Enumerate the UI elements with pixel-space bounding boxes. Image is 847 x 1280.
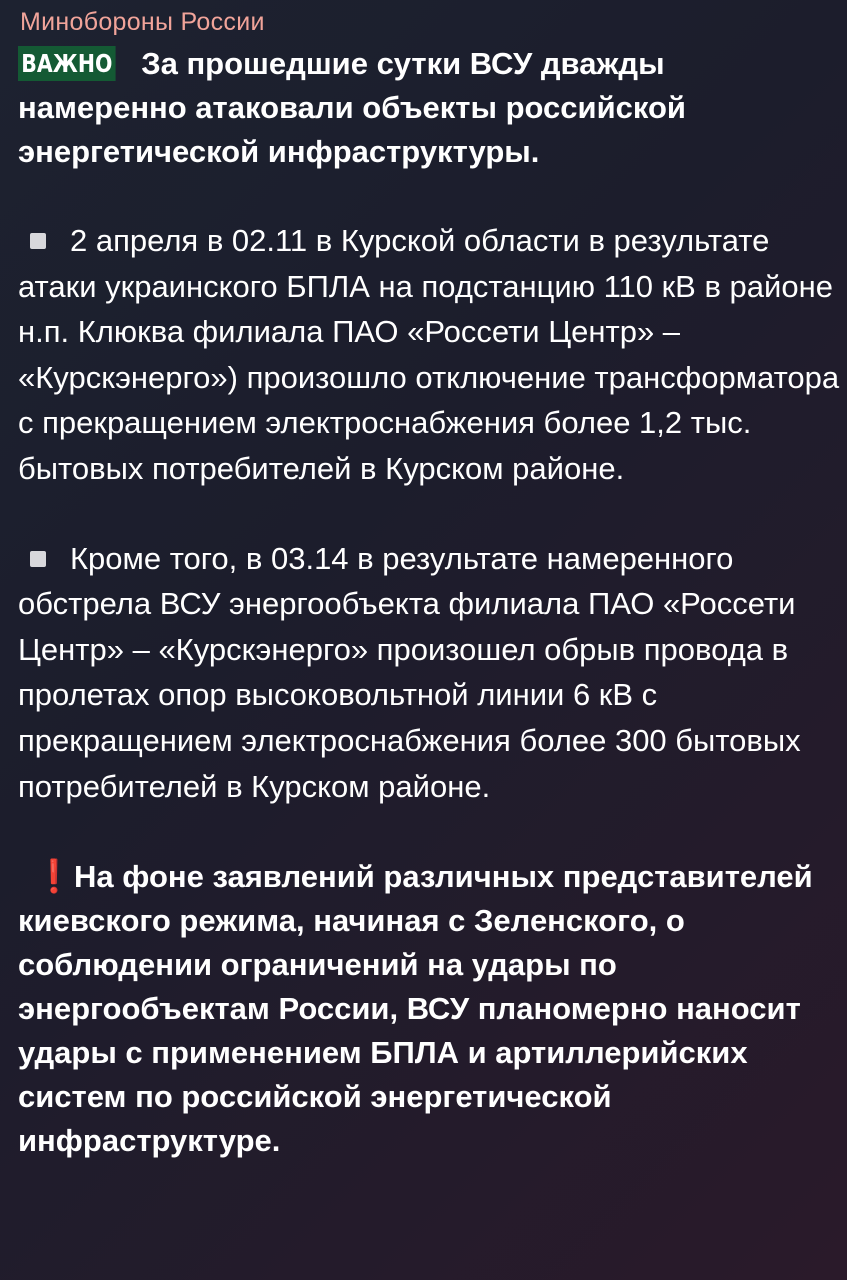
white-square-icon xyxy=(30,233,46,249)
message-paragraph-1 xyxy=(18,218,846,492)
sender-name[interactable]: Минобороны России xyxy=(20,8,265,36)
message-paragraph-3 xyxy=(18,854,846,1163)
paragraph-2-text: Кроме того, в 03.14 в результате намеренного обстрела ВСУ энергообъекта филиала ПАО «Россети Центр» – «Курскэнерго» произошел обрыв провода в пролетах опор высоковольтной линии 6 кВ с прекращением электроснабжения более 300 бытовых потребителей в Курском районе. xyxy=(18,540,801,804)
red-exclamation-icon: ❗ xyxy=(34,858,74,895)
headline-text: За прошедшие сутки ВСУ дважды намеренно атаковали объекты российской энергетической инфраструктуры. xyxy=(18,46,686,169)
white-square-icon xyxy=(30,551,46,567)
important-badge: ВАЖНО xyxy=(18,46,116,81)
paragraph-1-text: 2 апреля в 02.11 в Курской области в результате атаки украинского БПЛА на подстанцию 110 кВ в районе н.п. Клюква филиала ПАО «Россети Центр» – «Курскэнерго») произошло отключение трансформатора с прекращением электроснабжения более 1,2 тыс. бытовых потребителей в Курском районе. xyxy=(18,223,840,486)
paragraph-3-text: На фоне заявлений различных представителей киевского режима, начиная с Зеленского, о соблюдении ограничений на удары по энергообъектам России, ВСУ планомерно наносит удары с применением БПЛА и артиллерийских систем по российской энергетической инфраструктуре. xyxy=(18,859,813,1159)
message-headline xyxy=(18,42,838,174)
message-paragraph-2 xyxy=(18,536,846,810)
